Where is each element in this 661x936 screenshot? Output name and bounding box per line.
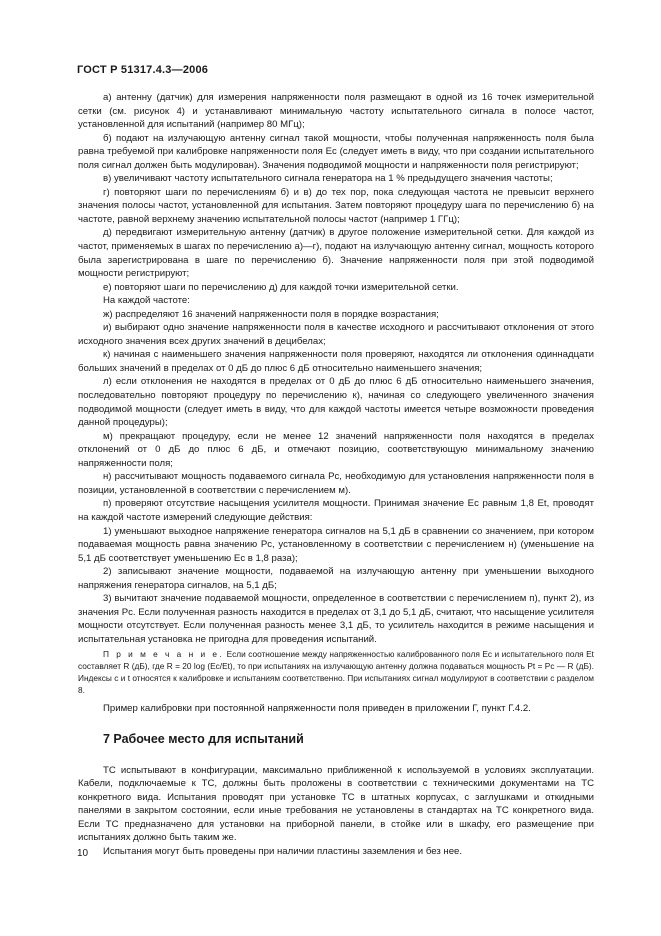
page-number: 10 <box>77 848 89 859</box>
list-item-v: в) увеличивают частоту испытательного сигнала генератора на 1 % предыдущего значения частоты; <box>103 173 553 185</box>
list-item-b: б) подают на излучающую антенну сигнал такой мощности, чтобы полученная напряженность поля была равна требуемой при калибровке напряженности поля Ec (следует иметь в виду, что при создании испытательного поля сигнал должен быть модулирован). Значения подводимой мощности и напряженности поля регистрируют; <box>78 132 594 171</box>
standard-header: ГОСТ Р 51317.4.3—2006 <box>77 64 209 76</box>
list-item-p: п) проверяют отсутствие насыщения усилителя мощности. Принимая значение Ec равным 1,8 Et, проводят на каждой частоте измерений следующие действия: <box>78 498 594 523</box>
note-paragraph <box>78 649 594 696</box>
section-paragraph: ТС испытывают в конфигурации, максимально приближенной к используемой в условиях эксплуатации. Кабели, подключаемые к ТС, должны быть проложены в соответствии с техническими документами на ТС конкретного вида. Испытания проводят при установке ТС в штатных корпусах, с заглушками и откидными панелями в закрытом состоянии, если иные требования не установлены в стандартах на ТС конкретного вида. Если ТС предназначено для установки на приборной панели, в стойке или в шкафу, его размещение при испытаниях должно быть таким же. <box>78 764 594 844</box>
list-item-k: к) начиная с наименьшего значения напряженности поля проверяют, находятся ли отклонения одиннадцати больших значений в пределах от 0 дБ до плюс 6 дБ относительно наименьшего значения; <box>78 349 594 374</box>
list-item-m: м) прекращают процедуру, если не менее 12 значений напряженности поля находятся в пределах отклонений от 0 дБ до плюс 6 дБ, и отмечают позицию, соответствующую минимальному значению напряженности поля; <box>78 430 594 469</box>
list-item-l: л) если отклонения не находятся в пределах от 0 дБ до плюс 6 дБ относительно наименьшего значения, последовательно повторяют процедуру по перечислению к), начиная со следующего увеличенного значения подводимой мощности (следует иметь в виду, что для каждой частоты имеется четыре возможности проведения данной процедуры); <box>78 376 594 429</box>
appendix-reference: Пример калибровки при постоянной напряженности поля приведен в приложении Г, пункт Г.4.2. <box>103 702 531 714</box>
sub-item-2: 2) записывают значение мощности, подаваемой на излучающую антенну при уменьшении выходного напряжения генератора сигналов, на 5,1 дБ; <box>78 566 594 591</box>
note-label: П р и м е ч а н и е. <box>103 649 225 660</box>
each-frequency-label: На каждой частоте: <box>103 295 190 307</box>
section-heading: 7 Рабочее место для испытаний <box>103 732 304 747</box>
sub-item-1: 1) уменьшают выходное напряжение генератора сигналов на 5,1 дБ в сравнении со значением, при котором подаваемая мощность равна значению Pc, установленному в соответствии с перечислением н) (уменьшение на 5,1 дБ соответствует уменьшению Ec в 1,8 раза); <box>78 525 594 564</box>
list-item-a: а) антенну (датчик) для измерения напряженности поля размещают в одной из 16 точек измерительной сетки (см. рисунок 4) и устанавливают минимальную частоту испытательного сигнала в полосе частот, установленной для испытаний (например 80 МГц); <box>78 92 594 131</box>
document-body <box>78 91 594 859</box>
list-item-g: г) повторяют шаги по перечислениям б) и в) до тех пор, пока следующая частота не превысит верхнего значения полосы частот, установленной для испытания. Затем повторяют процедуру шага по перечислению б) на частоте, равной верхнему значению испытательной полосы частот (например 1 ГГц); <box>78 186 594 225</box>
list-item-i: и) выбирают одно значение напряженности поля в качестве исходного и рассчитывают отклонения от этого исходного значения всех других значений в децибелах; <box>78 322 594 347</box>
list-item-zh: ж) распределяют 16 значений напряженности поля в порядке возрастания; <box>103 308 439 320</box>
note-text: Если соотношение между напряженностью калиброванного поля Ec и испытательного поля Et составляет R (дБ), где R = 20 log (Ec/Et), то при испытаниях на излучающую антенну должна подаваться мощность Pt = Pc — R (дБ). Индексы c и t относятся к калибровке и испытаниям соответственно. При испытаниях сигнал модулируют в соответствии с разделом 8. <box>78 649 594 695</box>
list-item-e: е) повторяют шаги по перечислению д) для каждой точки измерительной сетки. <box>103 281 459 293</box>
list-item-n: н) рассчитывают мощность подаваемого сигнала Pc, необходимую для установления напряженности поля в позиции, установленной в соответствии с перечислением м). <box>78 471 594 496</box>
section-paragraph: Испытания могут быть проведены при наличии пластины заземления и без нее. <box>103 845 463 857</box>
list-item-d: д) передвигают измерительную антенну (датчик) в другое положение измерительной сетки. Для каждой из частот, применяемых в шагах по перечислению а)—г), подают на излучающую антенну сигнал, мощность которого была зарегистрирована в шаге по перечислению б). Значение напряженности поля при этой подводимой мощности регистрируют; <box>78 227 594 280</box>
sub-item-3: 3) вычитают значение подаваемой мощности, определенное в соответствии с перечислением п), пункт 2), из значения Pc. Если полученная разность находится в пределах от 3,1 до 5,1 дБ, считают, что насыщение усилителя мощности отсутствует. Если полученная разность менее 3,1 дБ, то усилитель находится в режиме насыщения и испытательная установка не пригодна для проведения испытаний. <box>78 593 594 645</box>
